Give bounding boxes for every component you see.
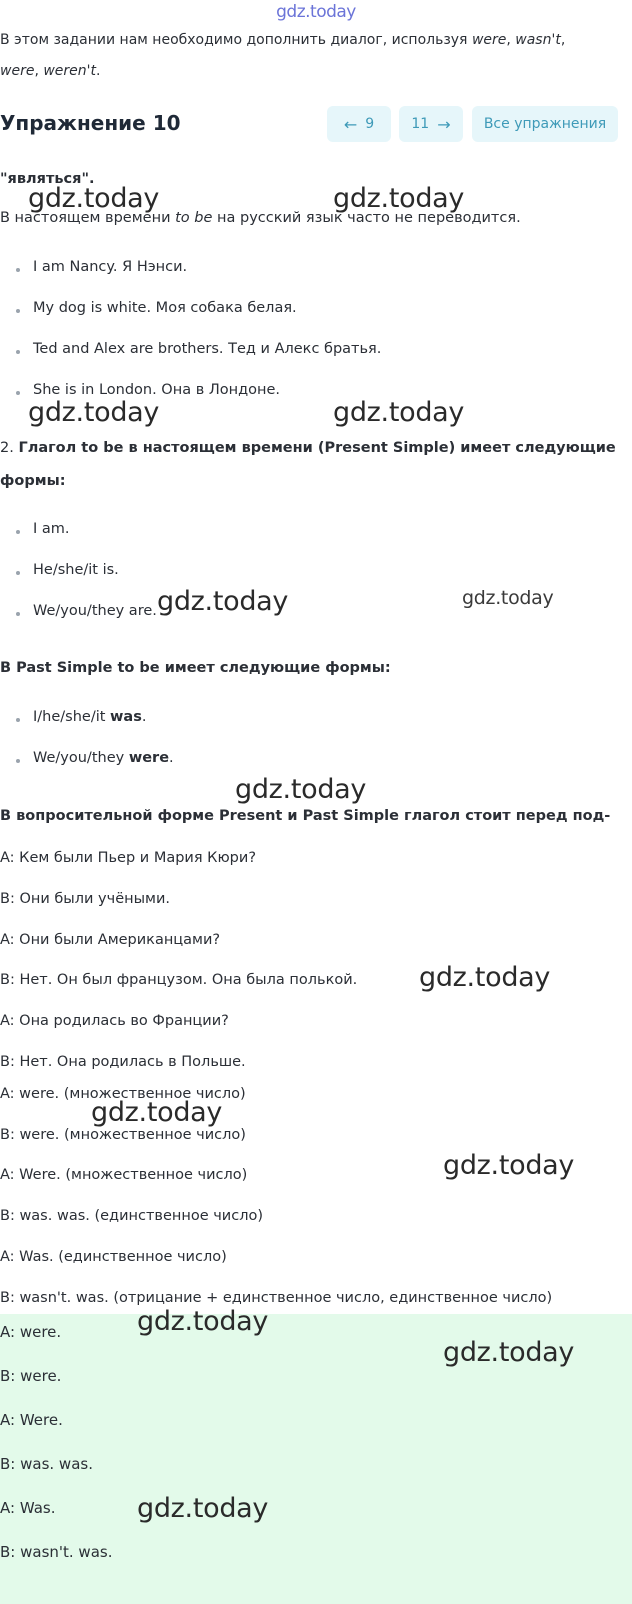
form-end: . — [169, 750, 174, 766]
explanation-line: A: Was. (единственное число) — [0, 1249, 227, 1265]
list-item: I am. — [33, 521, 70, 537]
list-item: I am Nancy. Я Нэнси. — [33, 259, 188, 275]
next-exercise-label: 11 — [411, 116, 430, 132]
form-subject: We/you/they — [33, 750, 129, 766]
list-item — [33, 709, 146, 725]
explanation-line: A: Were. (множественное число) — [0, 1167, 248, 1183]
watermark: gdz.today — [91, 1097, 223, 1128]
answer-line: B: wasn't. was. — [0, 1543, 113, 1561]
answer-line: A: were. — [0, 1323, 62, 1341]
theory-line-italic: to be — [175, 210, 213, 226]
arrow-right-icon: → — [437, 114, 451, 134]
answer-line: A: Were. — [0, 1411, 63, 1429]
list-item: Ted and Alex are brothers. Тед и Алекс братья. — [33, 341, 382, 357]
list-item: He/she/it is. — [33, 562, 119, 578]
bullet-dot — [16, 391, 20, 395]
list-item — [33, 750, 174, 766]
watermark: gdz.today — [137, 1493, 269, 1524]
theory-line-prefix: В настоящем времени — [0, 210, 176, 226]
intro-word-wasnt: wasn't — [515, 32, 561, 48]
watermark: gdz.today — [443, 1337, 575, 1368]
intro-word-were-2: were — [0, 63, 35, 79]
question-form-line: В вопросительной форме Present и Past Simple глагол стоит перед под- — [0, 808, 611, 824]
bullet-dot — [16, 268, 20, 272]
bullet-dot — [16, 350, 20, 354]
watermark: gdz.today — [28, 397, 160, 428]
form-verb: was — [110, 709, 142, 725]
point-2-line-1 — [0, 440, 616, 456]
intro-sep: , — [34, 63, 44, 79]
list-item: We/you/they are. — [33, 603, 157, 619]
form-verb: were — [128, 750, 170, 766]
watermark: gdz.today — [235, 774, 367, 805]
bullet-dot — [16, 612, 20, 616]
dialog-line: A: Она родилась во Франции? — [0, 1013, 229, 1029]
dialog-line: B: Нет. Она родилась в Польше. — [0, 1054, 246, 1070]
exercise-title: Упражнение 10 — [0, 111, 181, 135]
watermark: gdz.today — [137, 1306, 269, 1337]
all-exercises-button[interactable] — [472, 106, 618, 142]
watermark: gdz.today — [419, 962, 551, 993]
next-exercise-button[interactable] — [399, 106, 463, 142]
watermark: gdz.today — [28, 183, 160, 214]
answer-line: B: was. was. — [0, 1455, 93, 1473]
bullet-dot — [16, 530, 20, 534]
watermark: gdz.today — [443, 1150, 575, 1181]
explanation-line: B: were. (множественное число) — [0, 1127, 246, 1143]
site-logo[interactable]: gdz.today — [276, 2, 356, 22]
all-exercises-label: Все упражнения — [483, 116, 607, 132]
answer-line: A: Was. — [0, 1499, 56, 1517]
intro-sep: , — [560, 32, 566, 48]
point-2-number: 2. — [0, 440, 19, 456]
watermark: gdz.today — [333, 183, 465, 214]
answer-line: B: were. — [0, 1367, 62, 1385]
intro-word-werent: weren't — [43, 63, 96, 79]
form-end: . — [141, 709, 147, 725]
bullet-dot — [16, 571, 20, 575]
intro-prefix: В этом задании нам необходимо дополнить диалог, используя — [0, 32, 472, 48]
bullet-dot — [16, 759, 20, 763]
list-item: My dog is white. Моя собака белая. — [33, 300, 297, 316]
dialog-line: B: Нет. Он был французом. Она была полькой. — [0, 972, 358, 988]
theory-line-suffix: на русский язык часто не переводится. — [212, 210, 521, 226]
explanation-line: B: was. was. (единственное число) — [0, 1208, 263, 1224]
point-2-text: Глагол to be в настоящем времени (Present Simple) имеет следующие — [18, 440, 616, 456]
watermark: gdz.today — [157, 586, 289, 617]
watermark: gdz.today — [462, 587, 554, 609]
intro-sep: , — [506, 32, 516, 48]
intro-end: . — [96, 63, 101, 79]
explanation-line: B: wasn't. was. (отрицание + единственное число, единственное число) — [0, 1290, 553, 1306]
intro-word-were: were — [471, 32, 507, 48]
list-item: She is in London. Она в Лондоне. — [33, 382, 281, 398]
dialog-line: B: Они были учёными. — [0, 891, 171, 907]
dialog-line: A: Они были Американцами? — [0, 932, 221, 948]
past-simple-heading: В Past Simple to be имеет следующие формы: — [0, 660, 391, 676]
dialog-line: A: Кем были Пьер и Мария Кюри? — [0, 850, 257, 866]
arrow-left-icon: ← — [343, 114, 358, 134]
watermark: gdz.today — [333, 397, 465, 428]
explanation-line: A: were. (множественное число) — [0, 1086, 246, 1102]
bullet-dot — [16, 718, 20, 722]
point-2-line-2: формы: — [0, 473, 66, 489]
form-subject: I/he/she/it — [33, 709, 111, 725]
prev-exercise-button[interactable] — [327, 106, 391, 142]
intro-line-1 — [0, 32, 565, 48]
cut-line: "являться". — [0, 171, 95, 187]
intro-line-2 — [0, 63, 100, 79]
bullet-dot — [16, 309, 20, 313]
prev-exercise-label: 9 — [365, 116, 375, 132]
